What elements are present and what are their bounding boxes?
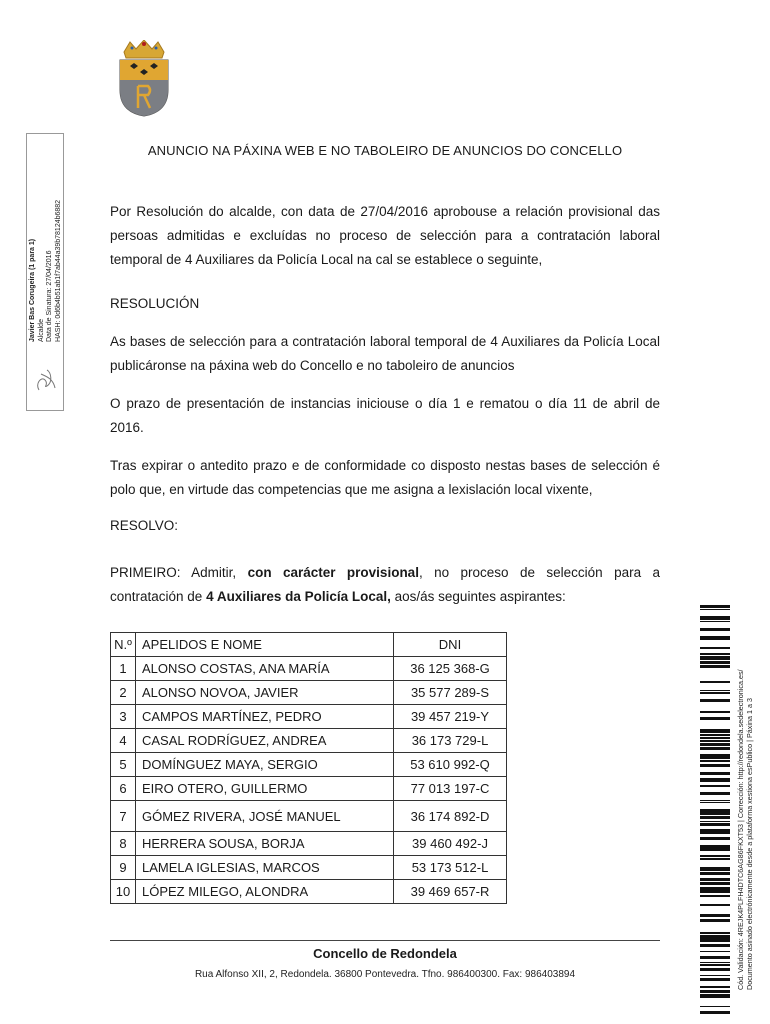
signature-scribble-icon [33, 366, 59, 396]
row-dni: 39 460 492-J [394, 832, 507, 856]
row-dni: 36 125 368-G [394, 657, 507, 681]
row-name: DOMÍNGUEZ MAYA, SERGIO [136, 753, 394, 777]
row-no: 8 [111, 832, 136, 856]
row-no: 9 [111, 856, 136, 880]
row-no: 10 [111, 880, 136, 904]
aspirants-table [110, 632, 507, 904]
table-row [111, 777, 507, 801]
row-name: LÓPEZ MILEGO, ALONDRA [136, 880, 394, 904]
table-row [111, 681, 507, 705]
signature-text [29, 142, 67, 342]
table-row [111, 753, 507, 777]
row-dni: 53 173 512-L [394, 856, 507, 880]
footer-address: Rua Alfonso XII, 2, Redondela. 36800 Pontevedra. Tfno. 986400300. Fax: 986403894 [194, 969, 576, 980]
resolvo-heading: RESOLVO: [110, 518, 179, 533]
row-no: 5 [111, 753, 136, 777]
intro-paragraph: Por Resolución do alcalde, con data de 27/04/2016 aprobouse a relación provisional das persoas admitidas e excluídas no proceso de selección para a contratación laboral temporal de 4 Auxiliares da Policía Local na cal se establece o seguinte, [110, 204, 660, 267]
row-dni: 35 577 289-S [394, 681, 507, 705]
row-dni: 53 610 992-Q [394, 753, 507, 777]
table-row [111, 880, 507, 904]
validation-text [736, 630, 766, 990]
table-row [111, 657, 507, 681]
row-name: LAMELA IGLESIAS, MARCOS [136, 856, 394, 880]
barcode-icon [700, 605, 730, 1015]
header-no: N.º [111, 633, 136, 657]
resolucion-heading: RESOLUCIÓN [110, 296, 200, 311]
row-name: CASAL RODRÍGUEZ, ANDREA [136, 729, 394, 753]
table-row [111, 705, 507, 729]
table-row [111, 729, 507, 753]
table-row [111, 801, 507, 832]
municipal-crest-icon [116, 40, 172, 118]
bases-paragraph: As bases de selección para a contratación laboral temporal de 4 Auxiliares da Policía Local publicáronse na páxina web do Concello e no taboleiro de anuncios [110, 334, 660, 373]
row-name: EIRO OTERO, GUILLERMO [136, 777, 394, 801]
primeiro-bold-1: con carácter provisional [247, 565, 419, 580]
primeiro-text-2: , no proceso de selección para a contratación de [110, 565, 660, 604]
signature-date: Data de Sinatura: 27/04/2016 [46, 250, 53, 342]
row-dni: 39 469 657-R [394, 880, 507, 904]
prazo-paragraph: O prazo de presentación de instancias iniciouse o día 1 e rematou o día 11 de abril de 2016. [110, 396, 660, 435]
signer-name: Javier Bas Corugeira (1 para 1) [29, 238, 36, 342]
table-row [111, 832, 507, 856]
primeiro-text-3: aos/ás seguintes aspirantes: [390, 589, 566, 604]
row-dni: 39 457 219-Y [394, 705, 507, 729]
row-name: CAMPOS MARTÍNEZ, PEDRO [136, 705, 394, 729]
signature-box [26, 133, 64, 411]
competencias-paragraph: Tras expirar o antedito prazo e de conformidade co disposto nestas bases de selección é polo que, en virtude das competencias que me asigna a lexislación local vixente, [110, 458, 660, 497]
page-title: ANUNCIO NA PÁXINA WEB E NO TABOLEIRO DE ANUNCIOS DO CONCELLO [147, 143, 623, 158]
table-row [111, 856, 507, 880]
primeiro-bold-2: 4 Auxiliares da Policía Local, [206, 589, 391, 604]
row-name: ALONSO NOVOA, JAVIER [136, 681, 394, 705]
row-name: HERRERA SOUSA, BORJA [136, 832, 394, 856]
row-no: 3 [111, 705, 136, 729]
row-no: 2 [111, 681, 136, 705]
header-dni: DNI [394, 633, 507, 657]
validation-line-1: Cód. Validación: 4REJK4PLFH4DTC6AG86FKXT53 | Corrección: http://redondela.sedelectronica.es/ [736, 669, 745, 990]
row-no: 1 [111, 657, 136, 681]
validation-line-2: Documento asinado electrónicamente desde a plataforma xestiona esPublico | Páxina 1 a 3 [745, 698, 754, 990]
row-name: ALONSO COSTAS, ANA MARÍA [136, 657, 394, 681]
signer-role: Alcalde [37, 319, 45, 342]
table-header-row [111, 633, 507, 657]
row-name: GÓMEZ RIVERA, JOSÉ MANUEL [136, 801, 394, 832]
row-no: 4 [111, 729, 136, 753]
row-no: 7 [111, 801, 136, 832]
primeiro-text-1: PRIMEIRO: Admitir, [110, 565, 248, 580]
row-dni: 36 173 729-L [394, 729, 507, 753]
row-no: 6 [111, 777, 136, 801]
row-dni: 36 174 892-D [394, 801, 507, 832]
footer-divider [110, 940, 660, 941]
primeiro-paragraph [110, 561, 660, 609]
footer-organization: Concello de Redondela [313, 946, 457, 961]
header-name: APELIDOS E NOME [136, 633, 394, 657]
row-dni: 77 013 197-C [394, 777, 507, 801]
signature-hash: HASH: 0d6b4b51ab1f7ab44a39b78124b6882 [54, 199, 62, 342]
